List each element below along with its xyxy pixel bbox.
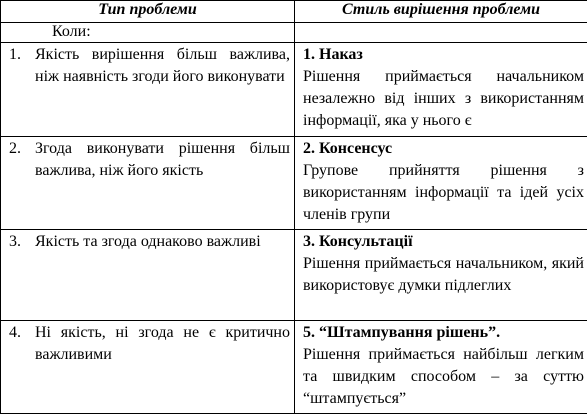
row-number: 2. [9, 139, 21, 157]
solution-style-cell [295, 43, 587, 136]
style-title: 1. Наказ [303, 46, 363, 64]
table-row [1, 43, 587, 136]
style-title: 3. Консультації [303, 232, 413, 250]
header-solution-style: Стиль вирішення проблеми [295, 1, 587, 23]
row-number: 4. [9, 323, 21, 341]
table-row [1, 136, 587, 229]
koly-row [1, 22, 587, 43]
solution-style-cell [295, 320, 587, 413]
solution-style-cell [295, 229, 587, 320]
koly-empty-cell [295, 22, 587, 43]
style-title: 2. Консенсус [303, 139, 393, 157]
problem-type-cell [1, 43, 295, 136]
table-row [1, 320, 587, 413]
style-description: Групове прийняття рішення з використанням інформації та ідей усіх членів групи [303, 161, 584, 223]
problem-type-cell [1, 229, 295, 320]
header-problem-type: Тип проблеми [1, 1, 295, 23]
style-description: Рішення приймається начальником незалежно від інших з використанням інформації, яка у нього є [303, 68, 584, 130]
problem-type-cell [1, 320, 295, 413]
row-number: 1. [9, 46, 21, 64]
style-description: Рішення приймається найбільш легким та швидким способом – за суттю “штампується” [303, 345, 584, 407]
problem-type-text: Згода виконувати рішення більш важлива, ніж його якість [35, 139, 290, 179]
problem-type-text: Ні якість, ні згода не є критично важливими [35, 323, 290, 363]
style-description: Рішення приймається начальником, який використовує думки підлеглих [303, 254, 584, 294]
koly-label: Коли: [1, 22, 295, 43]
solution-style-cell [295, 136, 587, 229]
row-number: 3. [9, 232, 21, 250]
problem-type-text: Якість вирішення більш важлива, ніж наявність згоди його виконувати [35, 46, 290, 86]
table-row [1, 229, 587, 320]
style-title: 5. “Штампування рішень”. [303, 323, 501, 341]
problem-type-text: Якість та згода однаково важливі [35, 232, 261, 250]
problem-type-cell [1, 136, 295, 229]
header-row [1, 1, 587, 23]
